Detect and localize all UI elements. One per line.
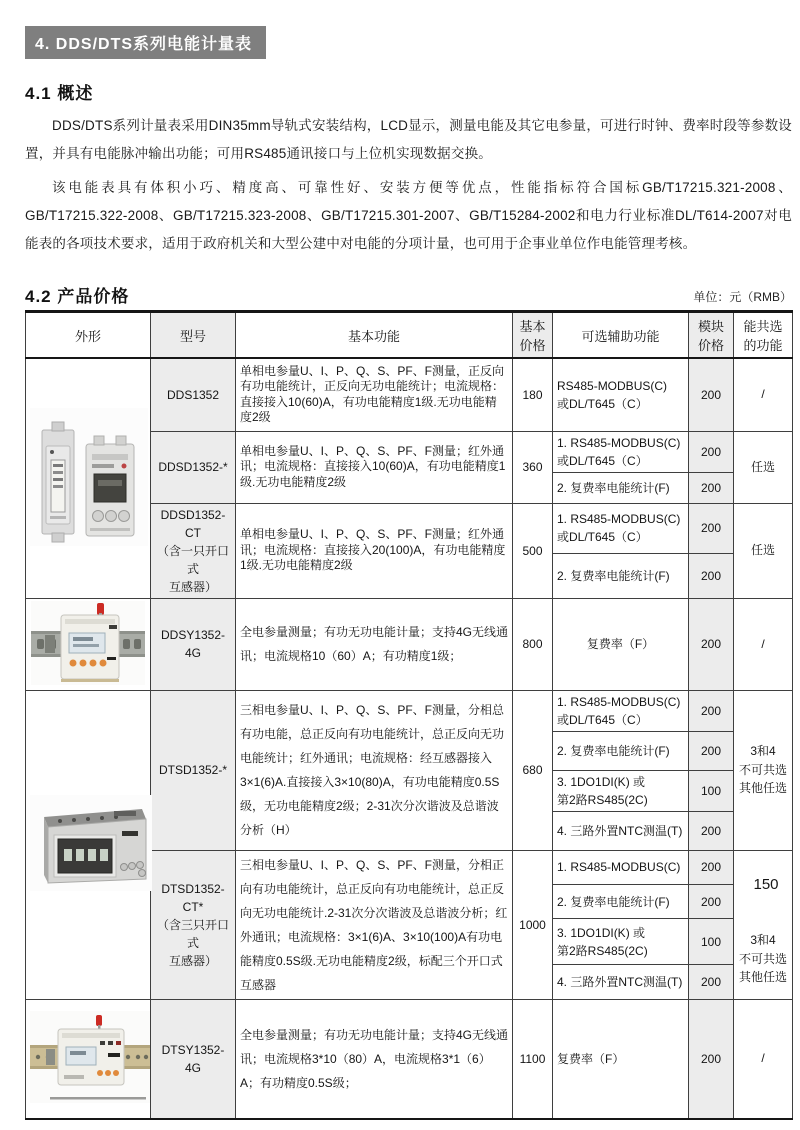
overview-paragraph-1: DDS/DTS系列计量表采用DIN35mm导轨式安装结构，LCD显示，测量电能及其它电参量，可进行时钟、费率时段等参数设置，并具有电能脉冲输出功能；可用RS485通讯接口与上位机实现数据交换。 xyxy=(25,118,792,161)
aux-dtsy1352-4g-1: 复费率（F） xyxy=(553,999,689,1119)
co-select-dds1352: / xyxy=(734,358,793,431)
function-ddsy1352-4g: 全电参量测量；有功无功电能计量；支持4G无线通讯；电流规格10（60）A；有功精度1级； xyxy=(236,598,513,690)
aux-price-dtsd1352-ct-4: 200 xyxy=(689,965,734,999)
product-photo-ddsy1352-4g xyxy=(26,598,151,690)
aux-ddsd1352-ct-2: 2. 复费率电能统计(F) xyxy=(553,554,689,598)
aux-dtsd1352-ct-4: 4. 三路外置NTC测温(T) xyxy=(553,965,689,999)
overview-paragraph-2: 该电能表具有体积小巧、精度高、可靠性好、安装方便等优点，性能指标符合国标GB/T17215.321-2008、GB/T17215.322-2008、GB/T17215.323-2008、GB/T17215.301-2007、GB/T15284-2002和电力行业标准DL/T614-2007对电能表的各项技术要求，适用于政府机关和大型公建中对电能的分项计量，也可用于企事业单位作电能管理考核。 xyxy=(25,180,792,251)
aux-dds1352-1: RS485-MODBUS(C) 或DL/T645（C） xyxy=(553,358,689,431)
price-heading: 4.2 产品价格 xyxy=(25,287,130,306)
col-header-optional-aux: 可选辅助功能 xyxy=(553,312,689,359)
product-photo-single-phase-meters xyxy=(26,358,151,598)
aux-dtsd1352-ct-3: 3. 1DO1DI(K) 或 第2路RS485(2C) xyxy=(553,919,689,965)
aux-price-dtsd1352-ct-2: 200 xyxy=(689,884,734,918)
co-select-extra-price: 150 xyxy=(753,876,779,894)
aux-price-dtsd1352-1: 200 xyxy=(689,690,734,731)
aux-price-ddsd1352-1: 200 xyxy=(689,431,734,472)
co-select-ddsy1352-4g: / xyxy=(734,598,793,690)
aux-price-dtsd1352-ct-1: 200 xyxy=(689,850,734,884)
three-phase-4g-meter-photo-icon xyxy=(30,1011,150,1103)
aux-price-dtsd1352-3: 100 xyxy=(689,770,734,811)
col-header-shape: 外形 xyxy=(26,312,151,359)
aux-ddsy1352-4g-1: 复费率（F） xyxy=(553,598,689,690)
co-select-ddsd1352-ct: 任选 xyxy=(734,503,793,598)
model-dtsd1352-ct: DTSD1352-CT* （含三只开口式 互感器） xyxy=(151,850,236,999)
aux-ddsd1352-2: 2. 复费率电能统计(F) xyxy=(553,472,689,503)
col-header-basic-price: 基本 价格 xyxy=(513,312,553,359)
basic-price-dtsd1352-ct: 1000 xyxy=(513,850,553,999)
basic-price-ddsd1352: 360 xyxy=(513,431,553,503)
aux-price-dtsd1352-ct-3: 100 xyxy=(689,919,734,965)
col-header-module-price: 模块 价格 xyxy=(689,312,734,359)
aux-price-ddsy1352-4g-1: 200 xyxy=(689,598,734,690)
aux-price-dds1352-1: 200 xyxy=(689,358,734,431)
col-header-model: 型号 xyxy=(151,312,236,359)
product-photo-dtsy1352-4g xyxy=(26,999,151,1119)
aux-price-dtsd1352-4: 200 xyxy=(689,811,734,850)
co-select-note: 3和4 不可共选 其他任选 xyxy=(738,932,787,985)
model-dtsy1352-4g: DTSY1352-4G xyxy=(151,999,236,1119)
aux-dtsd1352-ct-1: 1. RS485-MODBUS(C) xyxy=(553,850,689,884)
price-heading-row xyxy=(25,282,792,307)
product-photo-dtsd1352 xyxy=(26,690,151,999)
overview-heading: 4.1 概述 xyxy=(25,84,94,103)
din-rail-4g-meter-photo-icon xyxy=(31,601,145,685)
unit-note: 单位：元（RMB） xyxy=(693,290,792,304)
aux-price-dtsd1352-2: 200 xyxy=(689,731,734,770)
aux-dtsd1352-3: 3. 1DO1DI(K) 或 第2路RS485(2C) xyxy=(553,770,689,811)
basic-price-dds1352: 180 xyxy=(513,358,553,431)
basic-price-ddsd1352-ct: 500 xyxy=(513,503,553,598)
aux-price-ddsd1352-2: 200 xyxy=(689,472,734,503)
function-dds1352: 单相电参量U、I、P、Q、S、PF、F测量，正反向有功电能统计，正反向无功电能统计；电流规格：直接接入10(60)A，有功电能精度1级.无功电能精度2级 xyxy=(236,358,513,431)
function-dtsy1352-4g: 全电参量测量；有功无功电能计量；支持4G无线通讯；电流规格3*10（80）A，电流规格3*1（6）A；有功精度0.5S级； xyxy=(236,999,513,1119)
function-dtsd1352-ct: 三相电参量U、I、P、Q、S、PF、F测量，分相正向有功电能统计，总正反向有功电能统计，总正反向无功电能统计.2-31次分次谐波及总谐波分析；红外通讯；电流规格：3×1(6)A、3×10(100)A有功电能精度0.5S级.无功电能精度2级，标配三个开口式互感器 xyxy=(236,850,513,999)
model-ddsd1352-ct: DDSD1352-CT （含一只开口式 互感器） xyxy=(151,503,236,598)
function-ddsd1352-ct: 单相电参量U、I、P、Q、S、PF、F测量；红外通讯；电流规格：直接接入20(100)A，有功电能精度1级.无功电能精度2级 xyxy=(236,503,513,598)
aux-dtsd1352-ct-2: 2. 复费率电能统计(F) xyxy=(553,884,689,918)
col-header-co-select: 能共选 的功能 xyxy=(734,312,793,359)
three-phase-meter-photo-icon xyxy=(30,795,152,891)
aux-price-dtsy1352-4g-1: 200 xyxy=(689,999,734,1119)
co-select-ddsd1352: 任选 xyxy=(734,431,793,503)
function-ddsd1352: 单相电参量U、I、P、Q、S、PF、F测量；红外通讯；电流规格：直接接入10(60)A，有功电能精度1级.无功电能精度2级 xyxy=(236,431,513,503)
aux-price-ddsd1352-ct-1: 200 xyxy=(689,503,734,554)
aux-dtsd1352-2: 2. 复费率电能统计(F) xyxy=(553,731,689,770)
model-ddsd1352: DDSD1352-* xyxy=(151,431,236,503)
product-price-table xyxy=(25,310,793,1120)
aux-ddsd1352-ct-1: 1. RS485-MODBUS(C) 或DL/T645（C） xyxy=(553,503,689,554)
model-ddsy1352-4g: DDSY1352-4G xyxy=(151,598,236,690)
co-select-dtsy1352-4g: / xyxy=(734,999,793,1119)
basic-price-dtsd1352: 680 xyxy=(513,690,553,850)
model-dds1352: DDS1352 xyxy=(151,358,236,431)
function-dtsd1352: 三相电参量U、I、P、Q、S、PF、F测量，分相总有功电能，总正反向有功电能统计，总正反向无功电能统计；红外通讯；电流规格：经互感器接入3×1(6)A.直接接入3×10(80)A，有功电能精度0.5S级，无功电能精度2级；2-31次分次谐波及总谐波分析（H） xyxy=(236,690,513,850)
aux-dtsd1352-4: 4. 三路外置NTC测温(T) xyxy=(553,811,689,850)
aux-dtsd1352-1: 1. RS485-MODBUS(C) 或DL/T645（C） xyxy=(553,690,689,731)
basic-price-dtsy1352-4g: 1100 xyxy=(513,999,553,1119)
co-select-dtsd1352-ct xyxy=(734,850,793,999)
basic-price-ddsy1352-4g: 800 xyxy=(513,598,553,690)
model-dtsd1352: DTSD1352-* xyxy=(151,690,236,850)
col-header-basic-function: 基本功能 xyxy=(236,312,513,359)
co-select-dtsd1352: 3和4 不可共选 其他任选 xyxy=(734,690,793,850)
aux-price-ddsd1352-ct-2: 200 xyxy=(689,554,734,598)
section-title-bar: 4. DDS/DTS系列电能计量表 xyxy=(25,26,266,59)
aux-ddsd1352-1: 1. RS485-MODBUS(C) 或DL/T645（C） xyxy=(553,431,689,472)
single-phase-meters-photo-icon xyxy=(30,408,148,546)
